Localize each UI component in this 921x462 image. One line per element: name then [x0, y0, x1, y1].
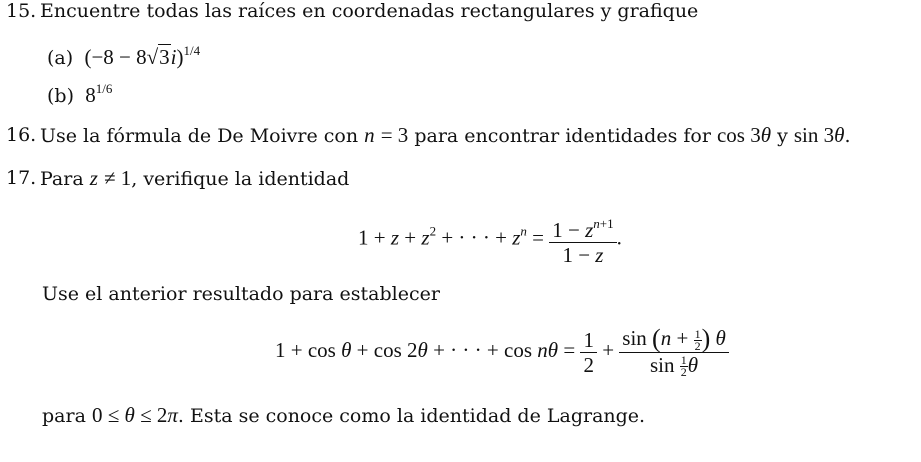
problem-16-text-2: para encontrar identidades for: [414, 125, 711, 147]
problem-17-intro-1: Para: [40, 168, 84, 190]
problem-15-number: 15.: [6, 0, 37, 22]
problem-17-number: 17.: [6, 167, 37, 189]
problem-16-number: 16.: [6, 124, 37, 146]
problem-15b-expression: $8^{1/6}$: [80, 81, 113, 107]
problem-16-text: Use la fórmula de De Moivre con n = 3 para encontrar identidades for cos 3θ y sin 3θ.: [40, 123, 851, 147]
problem-17-intro-2: , verifique la identidad: [131, 168, 350, 190]
problem-16-text-1: Use la fórmula de De Moivre con: [40, 125, 359, 147]
problem-17-intro: Para z ≠ 1, verifique la identidad: [40, 166, 350, 190]
problem-17-final-line: para 0 ≤ θ ≤ 2π. Esta se conoce como la identidad de Lagrange.: [42, 403, 646, 427]
problem-15a: [47, 40, 200, 69]
problem-16-text-3: y: [777, 125, 788, 147]
problem-17-final-2: . Esta se conoce como la identidad de Lagrange.: [177, 405, 646, 427]
problem-17-final-1: para: [42, 405, 86, 427]
problem-17-use-text: Use el anterior resultado para establecer: [42, 283, 440, 305]
problem-15b-label: (b): [47, 85, 74, 107]
problem-15-text: Encuentre todas las raíces en coordenadas rectangulares y grafique: [40, 0, 699, 22]
geometric-sum-identity: $1 + z + z^2$ + · · · + $z^n$ = $\frac{1 - z^{n+1}}{1 - z}$ .: [358, 212, 622, 267]
problem-15a-label: (a): [47, 47, 74, 69]
lagrange-identity-equation: 1 + cos θ + cos 2θ + · · · + cos nθ = $\frac{1}{2}$ + sin (n + $\frac{1}{2}$ ) θ sin $\frac{1}{2}$ θ: [275, 326, 729, 378]
problem-15b: [47, 78, 112, 107]
problem-15a-expression: $(-8 - 8√3i)^{1/4}$: [79, 43, 201, 69]
